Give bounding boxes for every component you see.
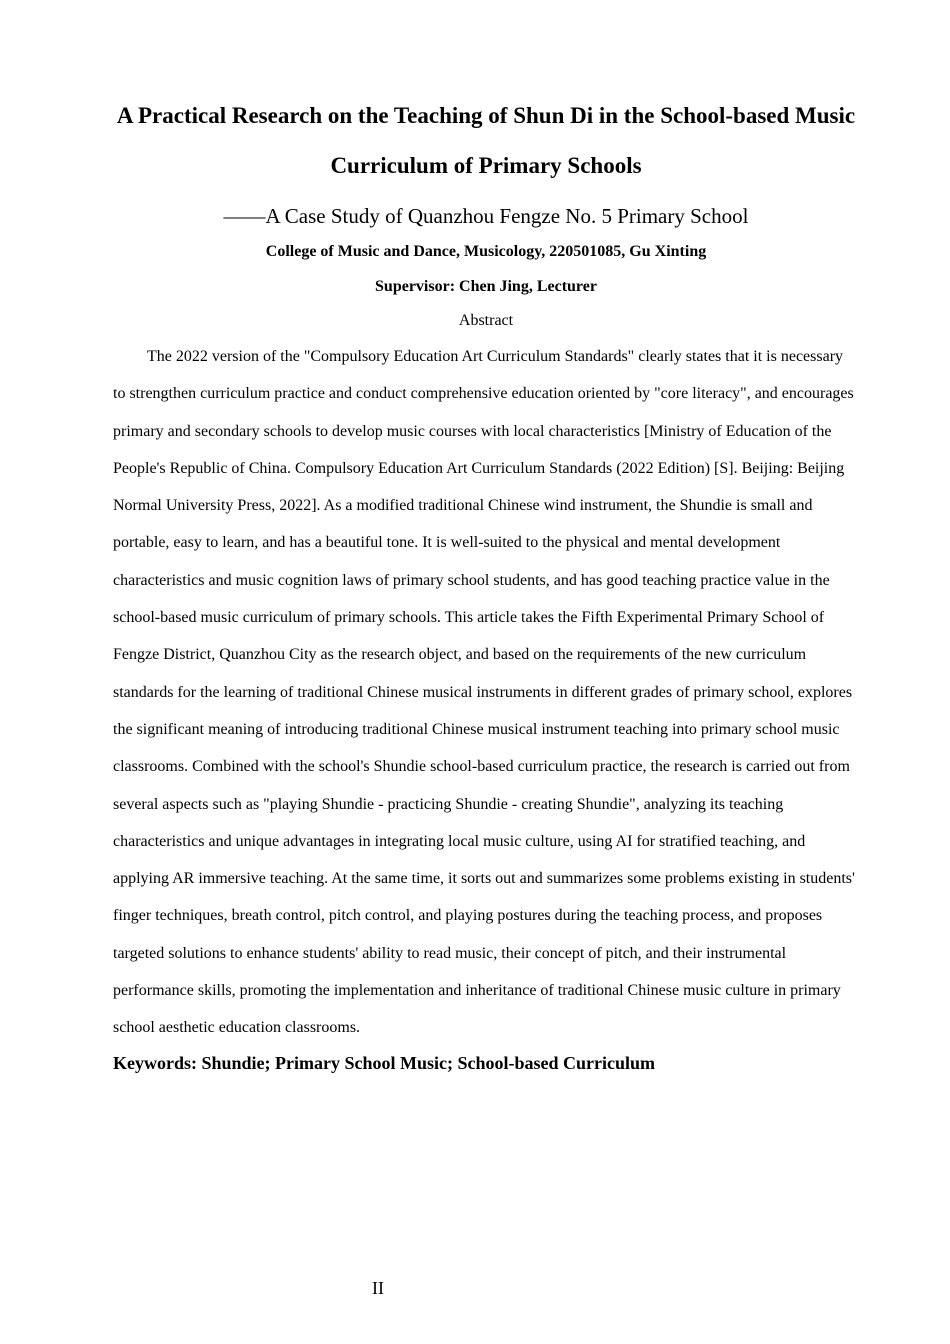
abstract-body: The 2022 version of the "Compulsory Education Art Curriculum Standards" clearly states that it is necessary to strengthen curriculum practice and conduct comprehensive education oriented by "core literacy", and encourages primary and secondary schools to develop music courses with local characteristics [Ministry of Education of the People's Republic of China. Compulsory Education Art Curriculum Standards (2022 Edition) [S]. Beijing: Beijing Normal University Press, 2022]. As a modified traditional Chinese wind instrument, the Shundie is small and portable, easy to learn, and has a beautiful tone. It is well-suited to the physical and mental development characteristics and music cognition laws of primary school students, and has good teaching practice value in the school-based music curriculum of primary schools. This article takes the Fifth Experimental Primary School of Fengze District, Quanzhou City as the research object, and based on the requirements of the new curriculum standards for the learning of traditional Chinese musical instruments in different grades of primary school, explores the significant meaning of introducing traditional Chinese musical instrument teaching into primary school music classrooms. Combined with the school's Shundie school-based curriculum practice, the research is carried out from several aspects such as "playing Shundie - practicing Shundie - creating Shundie", analyzing its teaching characteristics and unique advantages in integrating local music culture, using AI for stratified teaching, and applying AR immersive teaching. At the same time, it sorts out and summarizes some problems existing in students' finger techniques, breath control, pitch control, and playing postures during the teaching process, and proposes targeted solutions to enhance students' ability to read music, their concept of pitch, and their instrumental performance skills, promoting the implementation and inheritance of traditional Chinese music culture in primary school aesthetic education classrooms.	[113, 348, 855, 1037]
abstract-heading: Abstract	[458, 312, 514, 329]
paper-title: A Practical Research on the Teaching of Shun Di in the School-based Music Curriculum of Primary Schools	[116, 103, 856, 178]
page-number: II	[372, 1278, 384, 1298]
keywords-line: Keywords: Shundie; Primary School Music; School-based Curriculum	[113, 1053, 656, 1073]
supervisor-line: Supervisor: Chen Jing, Lecturer	[375, 278, 597, 295]
author-line: College of Music and Dance, Musicology, 220501085, Gu Xinting	[265, 243, 707, 260]
paper-subtitle: ——A Case Study of Quanzhou Fengze No. 5 Primary School	[223, 204, 749, 228]
